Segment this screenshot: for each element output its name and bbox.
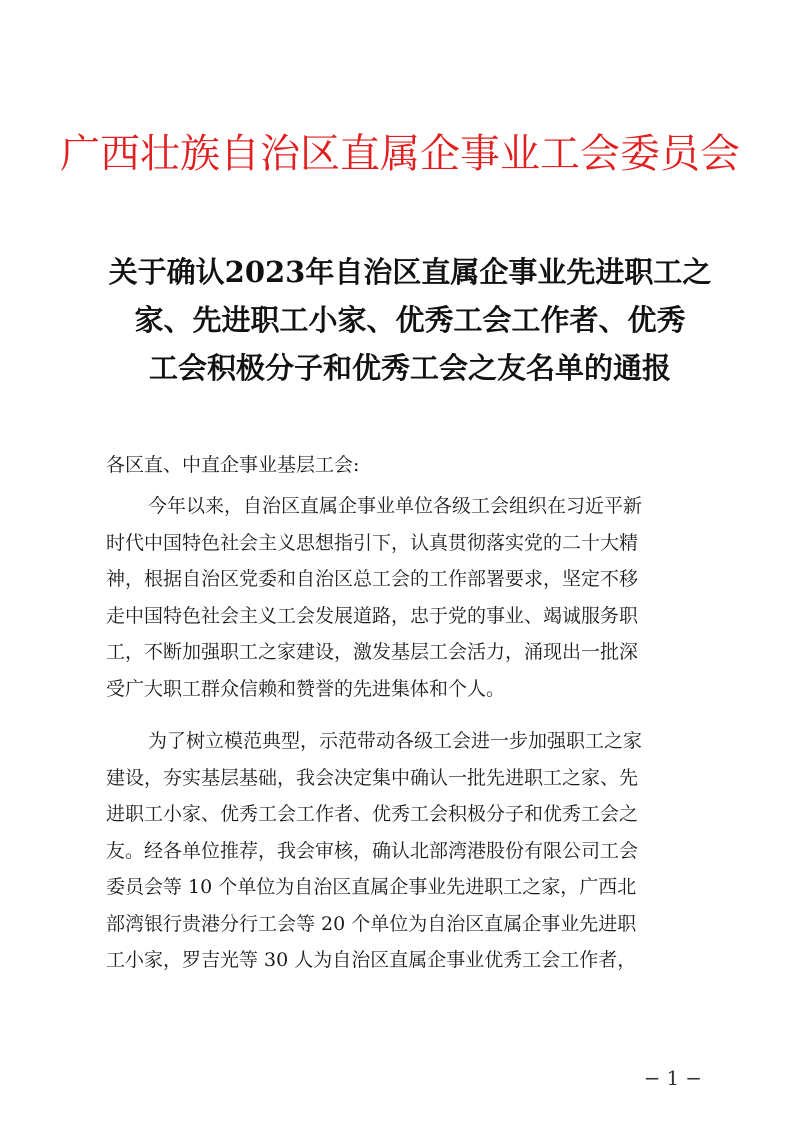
paragraph-line: 今年以来，自治区直属企事业单位各级工会组织在习近平新	[148, 495, 643, 517]
paragraph-2	[106, 723, 726, 979]
document-title	[90, 248, 730, 392]
page-number-value: 1	[666, 1066, 680, 1090]
paragraph-line: 委员会等 10 个单位为自治区直属企事业先进职工之家，广西北	[106, 876, 637, 898]
page-number-dash: −	[643, 1066, 661, 1090]
salutation: 各区直、中直企事业基层工会:	[106, 454, 360, 476]
title-line: 关于确认2023年自治区直属企事业先进职工之	[108, 255, 712, 289]
paragraph-line: 建设，夯实基层基础，我会决定集中确认一批先进职工之家、先	[106, 766, 639, 789]
paragraph-line: 神，根据自治区党委和自治区总工会的工作部署要求，坚定不移	[106, 568, 639, 590]
page-number-dash: −	[685, 1066, 702, 1090]
paragraph-line: 友。经各单位推荐，我会审核，确认北部湾港股份有限公司工会	[106, 839, 639, 862]
paragraph-line: 工，不断加强职工之家建设，激发基层工会活力，涌现出一批深	[106, 641, 639, 663]
paragraph-line: 进职工小家、优秀工会工作者、优秀工会积极分子和优秀工会之	[106, 803, 639, 825]
paragraph-1	[106, 488, 726, 707]
page-number	[638, 1066, 708, 1090]
paragraph-line: 受广大职工群众信赖和赞誉的先进集体和个人。	[106, 677, 506, 700]
title-line: 家、先进职工小家、优秀工会工作者、优秀	[134, 303, 686, 337]
organization-header: 广西壮族自治区直属企事业工会委员会	[60, 131, 740, 177]
paragraph-line: 为了树立模范典型，示范带动各级工会进一步加强职工之家	[148, 730, 643, 752]
paragraph-line: 时代中国特色社会主义思想指引下，认真贯彻落实党的二十大精	[106, 531, 639, 554]
title-line: 工会积极分子和优秀工会之友名单的通报	[148, 351, 671, 385]
paragraph-line: 工小家，罗吉光等 30 人为自治区直属企事业优秀工会工作者，	[106, 949, 637, 971]
paragraph-line: 走中国特色社会主义工会发展道路，忠于党的事业、竭诚服务职	[106, 604, 639, 627]
document-body	[106, 442, 726, 979]
paragraph-line: 部湾银行贵港分行工会等 20 个单位为自治区直属企事业先进职	[106, 912, 637, 935]
